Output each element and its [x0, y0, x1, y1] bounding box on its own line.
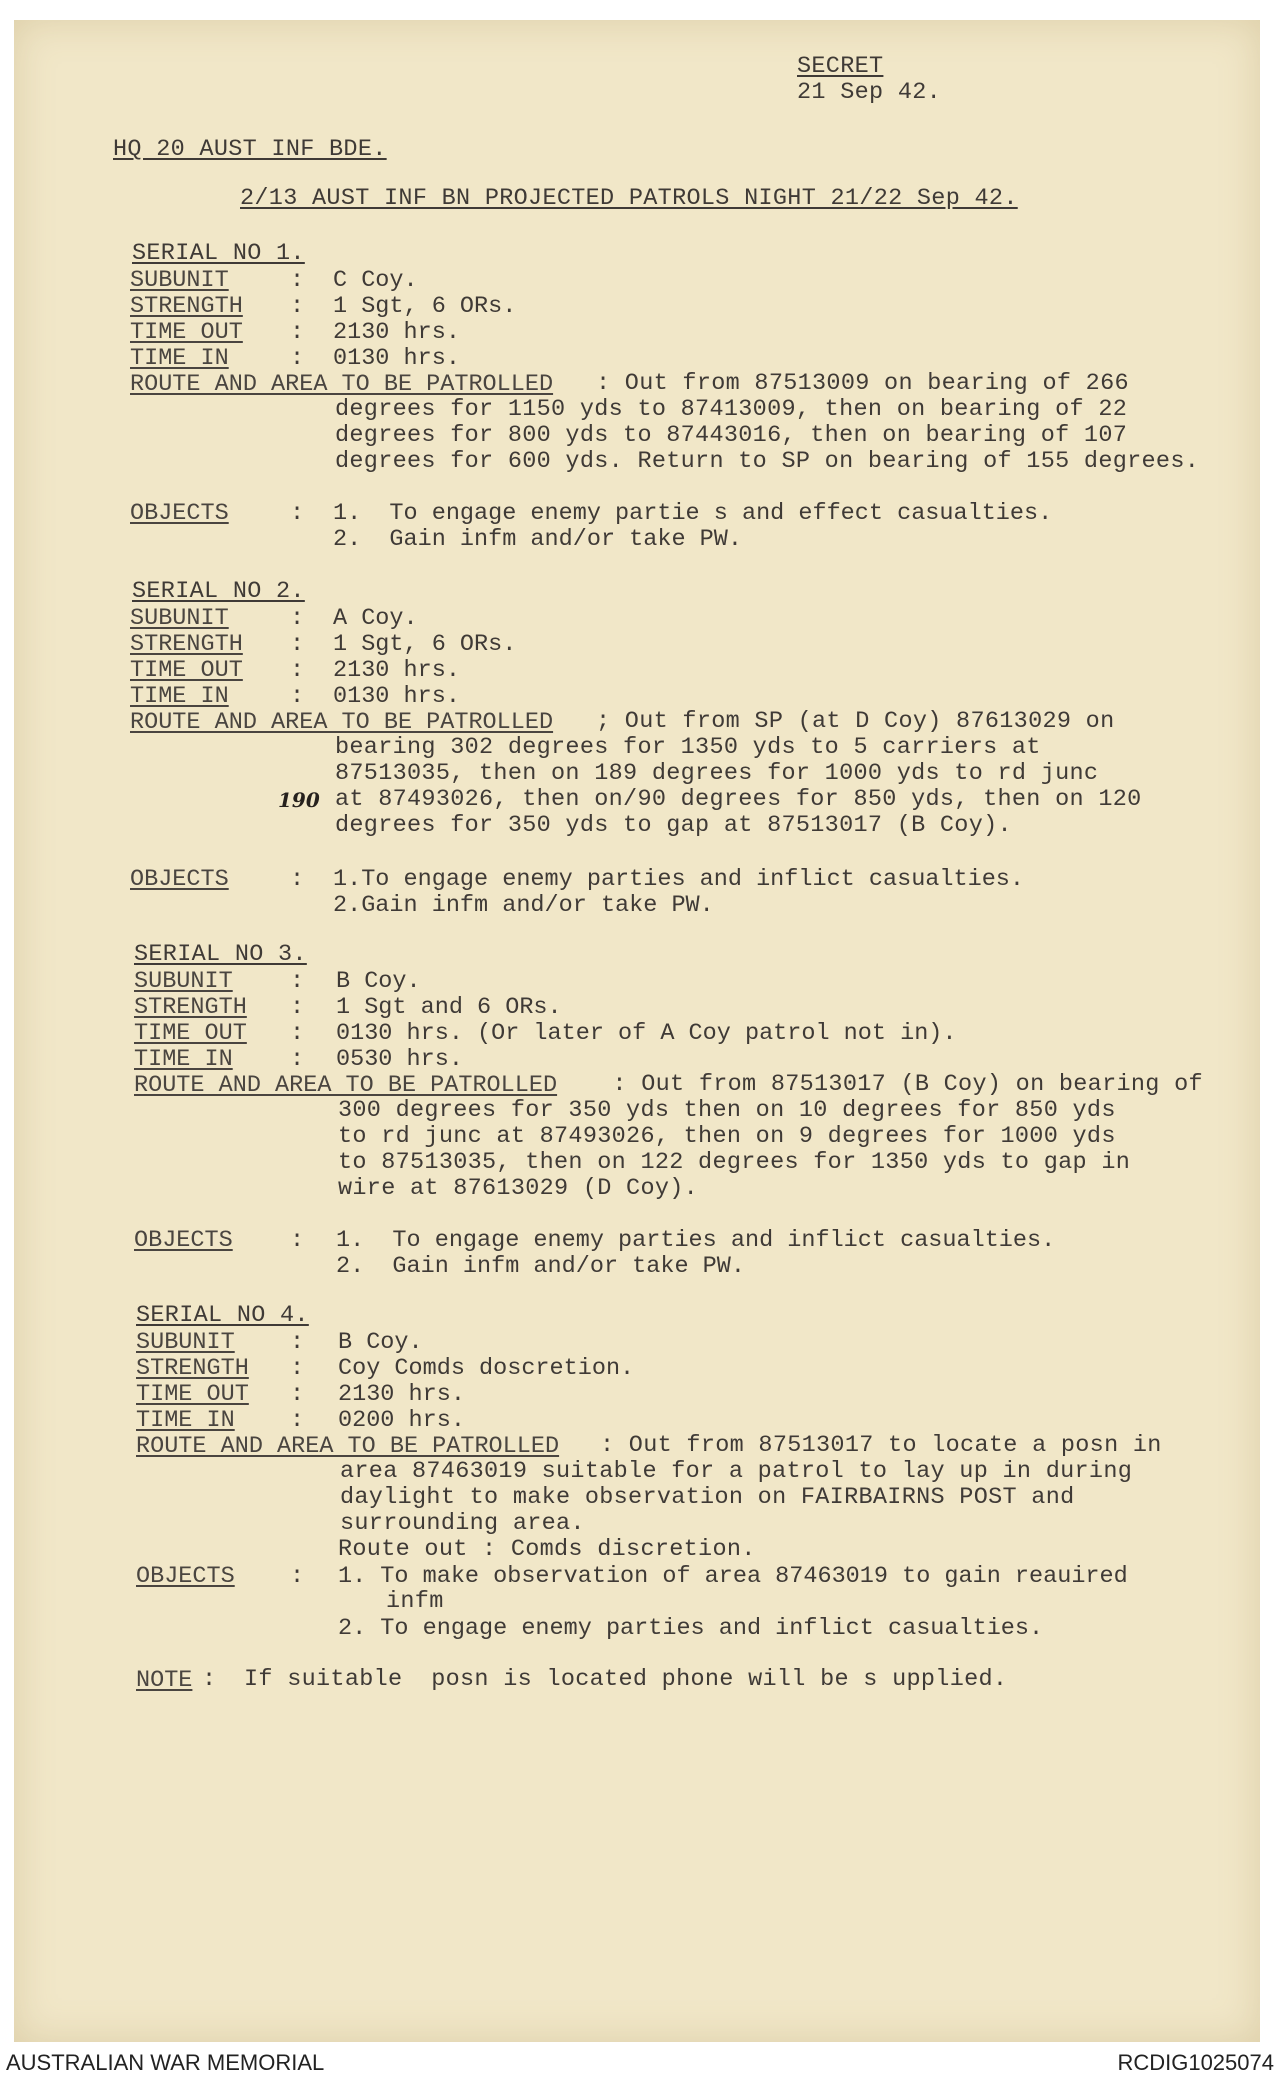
serial-2-handwritten-190: 190: [278, 788, 320, 812]
serial-4-route-line-4: surrounding area.: [340, 1510, 585, 1537]
serial-3-route-line-5: wire at 87613029 (D Coy).: [338, 1175, 699, 1202]
serial-1-route-label: ROUTE AND AREA TO BE PATROLLED: [130, 371, 554, 398]
serial-3-time-out: 0130 hrs. (Or later of A Coy patrol not in).: [336, 1020, 957, 1047]
serial-4-object-1: 1. To make observation of area 87463019 to gain reauired: [338, 1563, 1128, 1590]
serial-4-route-line-5: Route out : Comds discretion.: [338, 1536, 756, 1563]
addressee: HQ 20 AUST INF BDE.: [113, 136, 387, 163]
serial-2-strength: 1 Sgt, 6 ORs.: [333, 631, 517, 658]
serial-2-route-line-2: bearing 302 degrees for 1350 yds to 5 carriers at: [335, 734, 1041, 761]
serial-2-route-line-5: degrees for 350 yds to gap at 87513017 (B Coy).: [335, 812, 1012, 839]
serial-4-strength-label: STRENGTH: [136, 1355, 249, 1382]
serial-3-object-1: 1. To engage enemy parties and inflict casualties.: [336, 1227, 1056, 1254]
classification-mark: SECRET: [797, 53, 884, 80]
serial-4-subunit: B Coy.: [338, 1329, 423, 1356]
serial-2-route-line-4: at 87493026, then on/90 degrees for 850 yds, then on 120: [335, 786, 1142, 813]
serial-4-heading: SERIAL NO 4.: [136, 1302, 309, 1329]
serial-2-route-line-3: 87513035, then on 189 degrees for 1000 yds to rd junc: [335, 760, 1099, 787]
serial-1-strength: 1 Sgt, 6 ORs.: [333, 293, 517, 320]
serial-2-time-in-label: TIME IN: [130, 683, 229, 710]
serial-1-objects-label: OBJECTS: [130, 500, 229, 527]
serial-3-route-label: ROUTE AND AREA TO BE PATROLLED: [134, 1072, 558, 1099]
serial-2-objects-label: OBJECTS: [130, 866, 229, 893]
serial-4-time-out: 2130 hrs.: [338, 1381, 465, 1408]
serial-3-route-line-4: to 87513035, then on 122 degrees for 1350 yds to gap in: [338, 1149, 1131, 1176]
serial-3-route-line-1: : Out from 87513017 (B Coy) on bearing of: [598, 1071, 1203, 1098]
serial-4-subunit-label: SUBUNIT: [136, 1329, 235, 1356]
serial-3-route-line-2: 300 degrees for 350 yds then on 10 degrees for 850 yds: [338, 1097, 1116, 1124]
serial-2-time-out-label: TIME OUT: [130, 657, 243, 684]
serial-4-route-line-2: area 87463019 suitable for a patrol to lay up in during: [340, 1458, 1133, 1485]
serial-3-time-in-label: TIME IN: [134, 1046, 233, 1073]
serial-4-route-line-1: : Out from 87513017 to locate a posn in: [600, 1432, 1162, 1459]
serial-4-time-in: 0200 hrs.: [338, 1407, 465, 1434]
document-title: 2/13 AUST INF BN PROJECTED PATROLS NIGHT 21/22 Sep 42.: [240, 185, 1018, 212]
serial-2-object-1: 1.To engage enemy parties and inflict casualties.: [333, 866, 1025, 893]
serial-1-subunit: C Coy.: [333, 267, 418, 294]
serial-4-objects-label: OBJECTS: [136, 1563, 235, 1590]
serial-3-route-line-3: to rd junc at 87493026, then on 9 degrees for 1000 yds: [338, 1123, 1116, 1150]
serial-3-strength-label: STRENGTH: [134, 994, 247, 1021]
document-date: 21 Sep 42.: [797, 79, 942, 106]
serial-2-subunit-label: SUBUNIT: [130, 605, 229, 632]
serial-4-time-in-label: TIME IN: [136, 1407, 235, 1434]
serial-2-strength-label: STRENGTH: [130, 631, 243, 658]
serial-2-route-label: ROUTE AND AREA TO BE PATROLLED: [130, 709, 554, 736]
serial-1-route-line-1: : Out from 87513009 on bearing of 266: [596, 370, 1129, 397]
serial-4-object-2: 2. To engage enemy parties and inflict casualties.: [338, 1615, 1044, 1642]
serial-3-heading: SERIAL NO 3.: [134, 941, 307, 968]
serial-2-subunit: A Coy.: [333, 605, 418, 632]
footer-source: AUSTRALIAN WAR MEMORIAL: [6, 2050, 325, 2075]
serial-4-time-out-label: TIME OUT: [136, 1381, 249, 1408]
note-text: If suitable posn is located phone will be s upplied.: [244, 1666, 1008, 1693]
serial-3-time-out-label: TIME OUT: [134, 1020, 247, 1047]
serial-1-time-out-label: TIME OUT: [130, 319, 243, 346]
note-label: NOTE: [136, 1667, 193, 1694]
serial-4-route-line-3: daylight to make observation on FAIRBAIRNS POST and: [340, 1484, 1075, 1511]
serial-2-object-2: 2.Gain infm and/or take PW.: [333, 892, 714, 919]
serial-3-time-in: 0530 hrs.: [336, 1046, 463, 1073]
serial-3-objects-label: OBJECTS: [134, 1227, 233, 1254]
serial-2-route-line-1: ; Out from SP (at D Coy) 87613029 on: [596, 708, 1115, 735]
serial-2-heading: SERIAL NO 2.: [132, 578, 305, 605]
serial-3-strength: 1 Sgt and 6 ORs.: [336, 994, 562, 1021]
serial-4-object-1-cont: infm: [386, 1588, 444, 1615]
serial-1-object-2: 2. Gain infm and/or take PW.: [333, 526, 742, 553]
serial-2-time-out: 2130 hrs.: [333, 657, 460, 684]
serial-1-time-in: 0130 hrs.: [333, 345, 460, 372]
serial-1-route-line-3: degrees for 800 yds to 87443016, then on bearing of 107: [335, 422, 1128, 449]
serial-1-time-out: 2130 hrs.: [333, 319, 460, 346]
serial-1-route-line-4: degrees for 600 yds. Return to SP on bearing of 155 degrees.: [335, 448, 1200, 475]
serial-1-object-1: 1. To engage enemy partie s and effect casualties.: [333, 500, 1053, 527]
serial-1-subunit-label: SUBUNIT: [130, 267, 229, 294]
serial-4-route-label: ROUTE AND AREA TO BE PATROLLED: [136, 1433, 560, 1460]
serial-1-strength-label: STRENGTH: [130, 293, 243, 320]
footer-reference: RCDIG1025074: [1117, 2050, 1274, 2075]
serial-1-route-line-2: degrees for 1150 yds to 87413009, then on bearing of 22: [335, 396, 1128, 423]
serial-3-object-2: 2. Gain infm and/or take PW.: [336, 1253, 745, 1280]
serial-3-subunit: B Coy.: [336, 968, 421, 995]
serial-3-subunit-label: SUBUNIT: [134, 968, 233, 995]
serial-4-strength: Coy Comds doscretion.: [338, 1355, 635, 1382]
serial-1-time-in-label: TIME IN: [130, 345, 229, 372]
serial-1-heading: SERIAL NO 1.: [132, 240, 305, 267]
serial-2-time-in: 0130 hrs.: [333, 683, 460, 710]
